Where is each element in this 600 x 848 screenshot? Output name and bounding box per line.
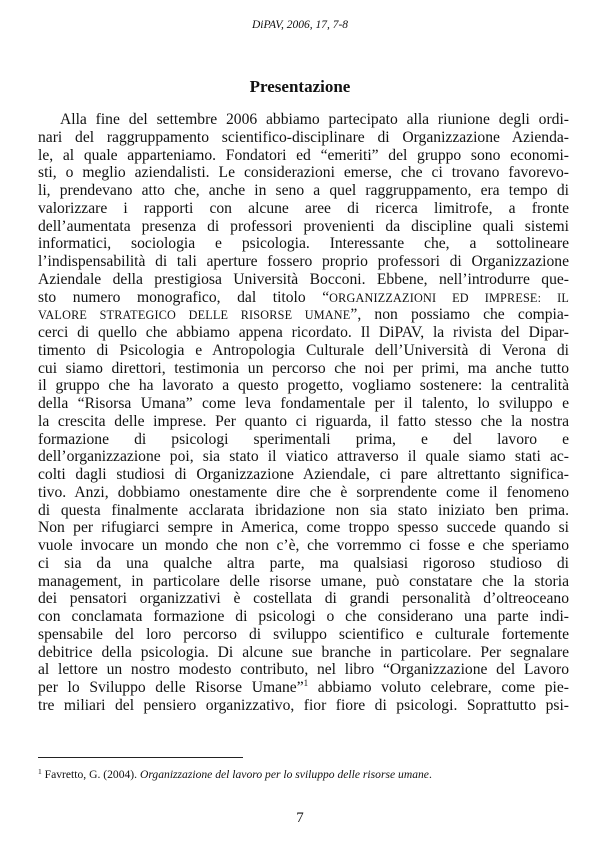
text-line: formazione di psicologi sperimentali prima, e del lavoro e — [38, 430, 569, 448]
text-line: spensabile del loro percorso di sviluppo scientifico e culturale fortemente — [38, 625, 569, 643]
text-segment: abbiamo voluto celebrare, come pie- — [308, 679, 569, 696]
text-line: al lettore un nostro modesto contributo, nel libro “Organizzazione del Lavoro — [38, 661, 569, 679]
text-line: le, al quale apparteniamo. Fondatori ed “emeriti” del gruppo sono economi- — [38, 146, 569, 164]
text-line — [38, 679, 569, 697]
text-line: management, in particolare delle risorse umane, può constatare che la storia — [38, 572, 569, 590]
text-segment: per lo Sviluppo delle Risorse Umane” — [38, 679, 304, 696]
body-text — [38, 111, 569, 715]
text-line — [38, 306, 569, 324]
footnote — [38, 768, 432, 781]
text-line: colti dagli studiosi di Organizzazione Aziendale, ci pare altrettanto significa- — [38, 466, 569, 483]
text-line: l’indispensabilità di tali aperture fossero proprio professori di Organizzazione — [38, 253, 569, 270]
footnote-title: Organizzazione del lavoro per lo sviluppo delle risorse umane — [139, 768, 429, 781]
text-line: di questa finalmente acclarata ibridazione non sia stato iniziato ben prima. — [38, 501, 569, 519]
text-line: debitrice della psicologia. Di alcune sue branche in particolare. Per segnalare — [38, 643, 569, 661]
text-line: tivo. Anzi, dobbiamo onestamente dire che è sorprendente come il fenomeno — [38, 483, 569, 501]
text-line: Alla fine del settembre 2006 abbiamo partecipato alla riunione degli ordi- — [60, 111, 569, 128]
text-line: dell’aumentata presenza di professori provenienti da discipline quali sistemi — [38, 217, 569, 235]
text-line: Non per rifugiarci sempre in America, come troppo spesso succede quando si — [38, 519, 569, 537]
small-caps-title: ORGANIZZAZIONI ED IMPRESE: IL — [329, 290, 569, 305]
page-number: 7 — [296, 810, 304, 826]
text-line: la crescita delle imprese. Per quanto ci riguarda, il fatto stesso che la nostra — [38, 412, 569, 430]
text-line: li, prendevano atto che, anche in seno a quel raggruppamento, era tempo di — [38, 182, 569, 199]
footnote-end: . — [428, 768, 432, 781]
text-line: nari del raggruppamento scientifico-disciplinare di Organizzazione Azienda- — [38, 128, 569, 146]
text-line: il gruppo che ha lavorato a questo progetto, vogliamo sostenere: la centralità — [38, 377, 569, 395]
text-line: ci sia da una qualche altra parte, ma qualsiasi rigoroso studioso di — [38, 554, 569, 572]
text-line: sti, o meglio aziendalisti. Le considerazioni emerse, che ci trovano favorevo- — [38, 164, 569, 182]
text-line: cerci di quello che abbiamo appena ricordato. Il DiPAV, la rivista del Dipar- — [38, 324, 569, 341]
text-line: con conclamata formazione di psicologi o che considerano una parte indi- — [38, 608, 569, 625]
footnote-divider — [38, 757, 243, 758]
text-segment: ”, non possiamo che compia- — [350, 306, 569, 324]
text-line — [38, 289, 569, 307]
footnote-author: Favretto, G. (2004). — [41, 768, 140, 781]
text-segment: sto numero monografico, dal titolo “ — [38, 288, 330, 306]
footnote-marker: 1 — [38, 767, 42, 776]
running-head: DiPAV, 2006, 17, 7-8 — [251, 19, 349, 31]
text-line: dei pensatori organizzativi è costellata di grandi personalità d’oltreoceano — [38, 590, 569, 608]
text-line: cui siamo direttori, testimonia un percorso che noi per primi, ma anche tutto — [38, 359, 569, 377]
text-line: vuole invocare un mondo che non c’è, che vorremmo ci fosse e che speriamo — [38, 537, 569, 554]
text-line: valorizzare i rapporti con alcune aree di ricerca limitrofe, a fronte — [38, 199, 569, 217]
text-line: della “Risorsa Umana” come leva fondamentale per il talento, lo sviluppo e — [38, 395, 569, 412]
page-title: Presentazione — [249, 77, 351, 96]
text-line: tre miliari del pensiero organizzativo, fior fiore di psicologi. Soprattutto psi- — [38, 696, 569, 714]
text-line: Aziendale della prestigiosa Università Bocconi. Ebbene, nell’introdurre que- — [38, 270, 569, 288]
text-line: timento di Psicologia e Antropologia Culturale dell’Università di Verona di — [38, 341, 569, 359]
text-line: dell’organizzazione poi, sia stato il viatico attraverso il quale siamo stati ac- — [38, 448, 569, 466]
footnote-ref[interactable]: 1 — [303, 678, 309, 688]
text-line: informatici, sociologia e psicologia. Interessante che, a sottolineare — [38, 235, 569, 253]
small-caps-title: VALORE STRATEGICO DELLE RISORSE UMANE — [38, 308, 351, 323]
